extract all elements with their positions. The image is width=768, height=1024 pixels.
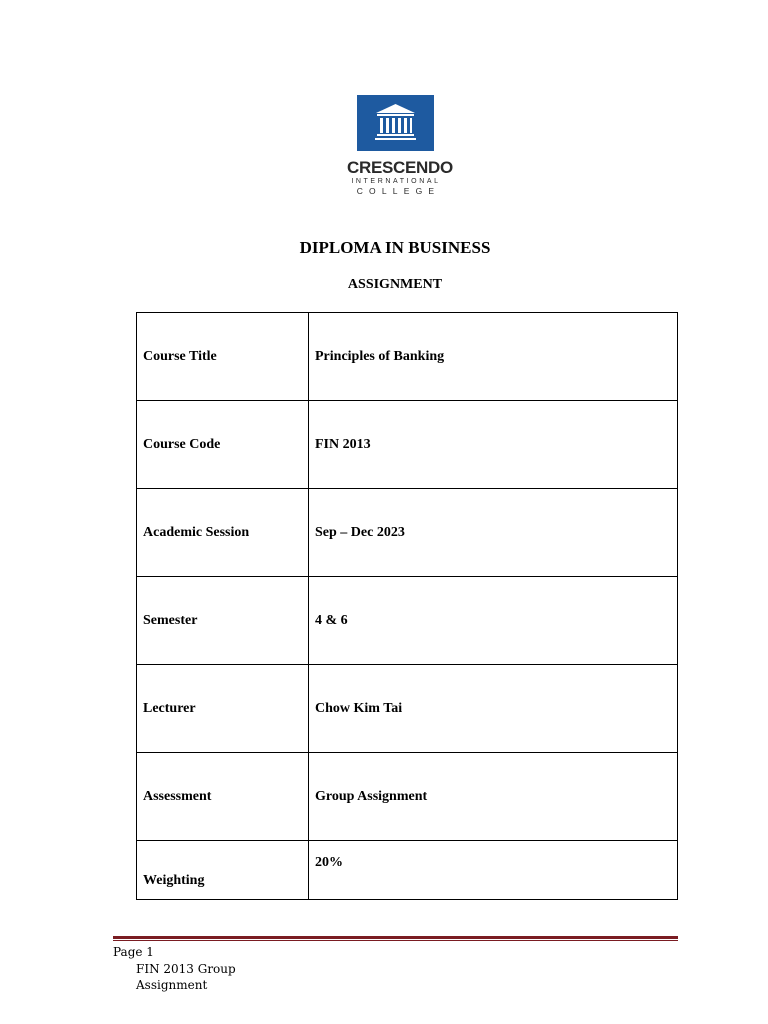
- row-label: Course Title: [137, 313, 309, 401]
- table-row: [137, 665, 678, 753]
- row-value: Principles of Banking: [309, 313, 678, 401]
- table-row: [137, 401, 678, 489]
- row-value: FIN 2013: [309, 401, 678, 489]
- logo-subtitle-international: INTERNATIONAL: [351, 178, 441, 185]
- row-label: Assessment: [137, 753, 309, 841]
- row-label: Course Code: [137, 401, 309, 489]
- row-value: Sep – Dec 2023: [309, 489, 678, 577]
- table-row: [137, 841, 678, 900]
- logo-name: CRESCENDO: [347, 158, 453, 177]
- college-logo: [347, 95, 453, 196]
- table-row: [137, 313, 678, 401]
- building-columns-icon: [357, 95, 434, 151]
- row-value: Chow Kim Tai: [309, 665, 678, 753]
- table-row: [137, 489, 678, 577]
- logo-subtitle-college: COLLEGE: [356, 186, 441, 196]
- row-label: Weighting: [137, 841, 309, 900]
- footer-reference: FIN 2013 Group Assignment: [136, 962, 236, 992]
- document-title: DIPLOMA IN BUSINESS: [299, 238, 491, 257]
- table-row: [137, 753, 678, 841]
- row-value: Group Assignment: [309, 753, 678, 841]
- footer-rule: [113, 936, 678, 941]
- row-label: Lecturer: [137, 665, 309, 753]
- course-info-table: [136, 312, 678, 900]
- table-row: [137, 577, 678, 665]
- row-value: 4 & 6: [309, 577, 678, 665]
- page-number: Page 1: [113, 945, 154, 959]
- row-label: Semester: [137, 577, 309, 665]
- row-label: Academic Session: [137, 489, 309, 577]
- document-subtitle: ASSIGNMENT: [347, 277, 443, 292]
- row-value: 20%: [309, 841, 678, 900]
